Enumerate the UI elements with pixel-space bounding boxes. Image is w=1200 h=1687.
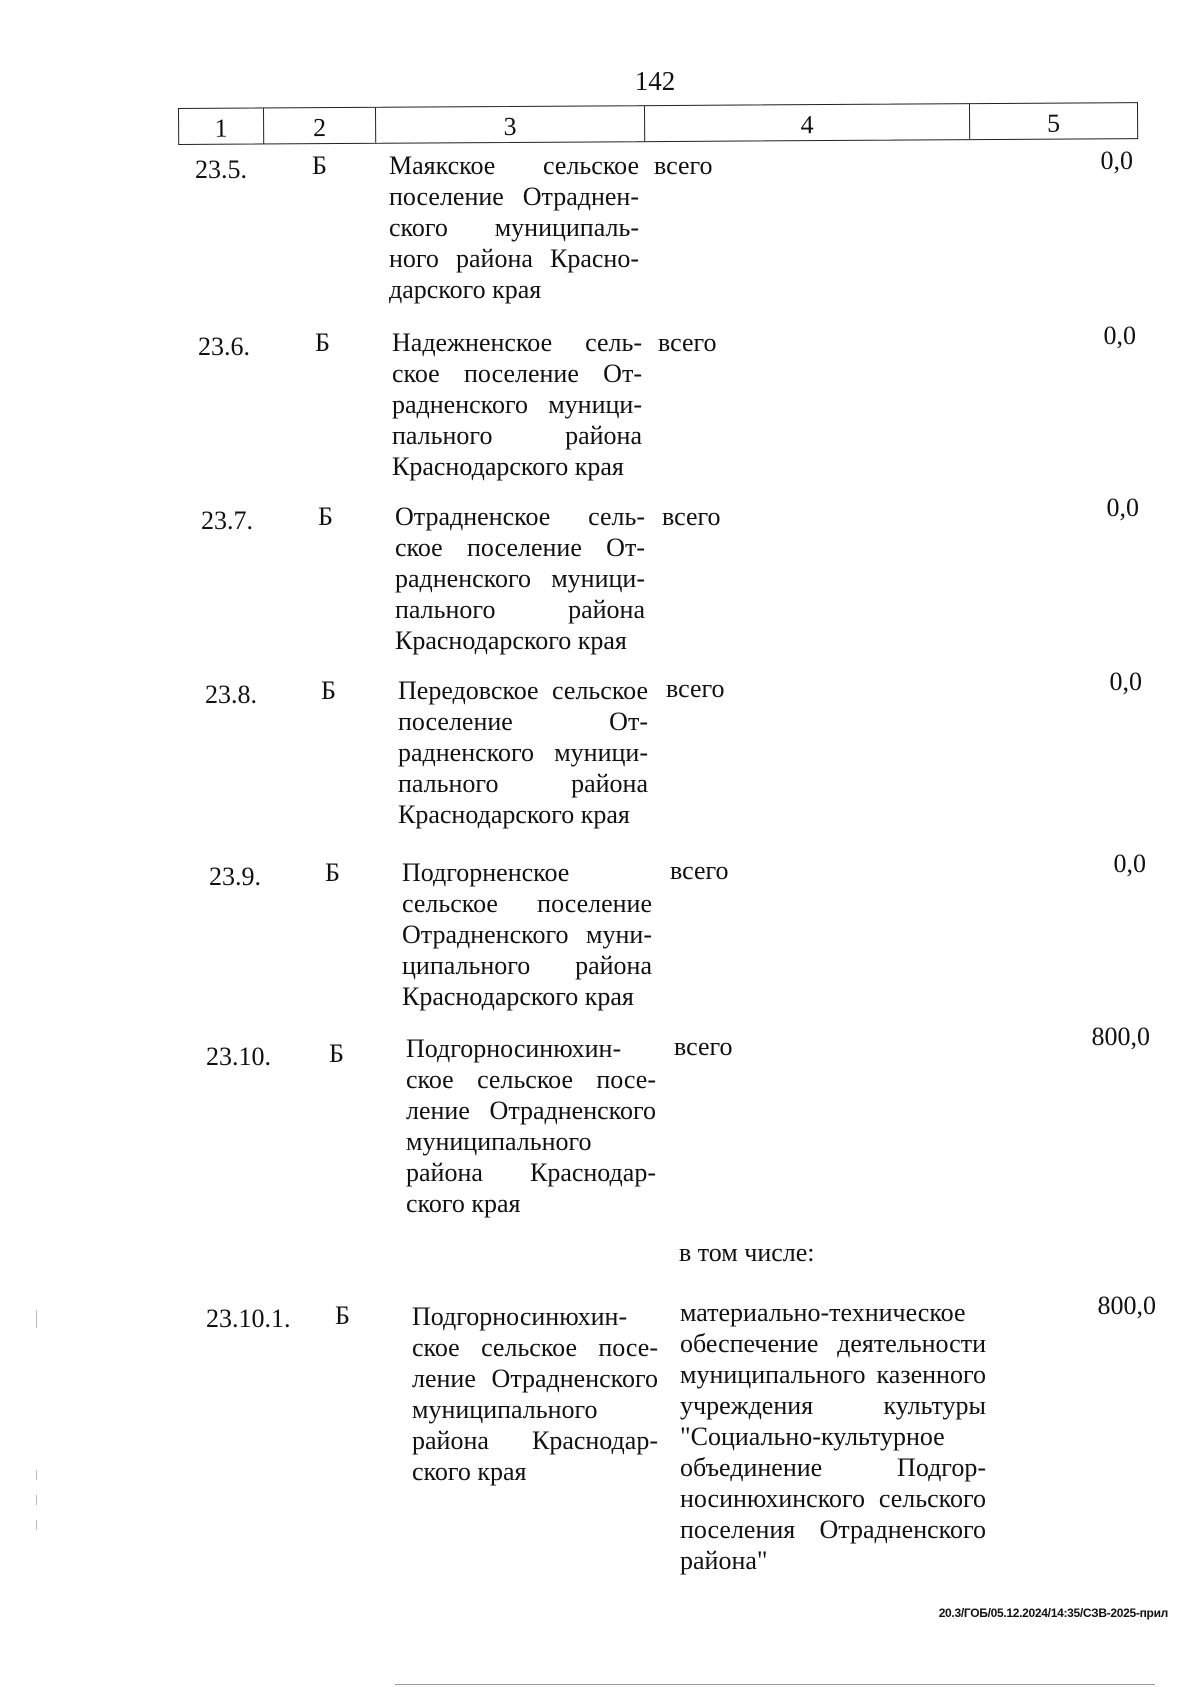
- scan-artifact: [36, 1470, 37, 1480]
- row-name: Подгорненское сельское поселение Отрадненского муниципального района Краснодарского края: [402, 858, 652, 1011]
- row-type: всего: [670, 856, 729, 885]
- table-header: [178, 102, 1138, 145]
- row-name: Надежненское сельское поселение Отрадненского муниципального района Краснодарского края: [392, 328, 642, 481]
- document-footer-code: 20.3/ГОБ/05.12.2024/14:35/СЗВ-2025-прил: [938, 1606, 1168, 1620]
- scan-artifact: [36, 1310, 37, 1328]
- row-number: 23.10.1.: [206, 1304, 291, 1333]
- row-amount: 0,0: [1103, 321, 1136, 350]
- header-col-4: 4: [645, 104, 970, 141]
- row-amount: 0,0: [1106, 493, 1139, 522]
- including-label: в том числе:: [679, 1238, 815, 1267]
- header-col-1: 1: [179, 108, 264, 144]
- row-type: всего: [674, 1032, 733, 1061]
- row-type: всего: [666, 674, 725, 703]
- row-number: 23.7.: [201, 506, 253, 535]
- page-number: 142: [634, 66, 676, 96]
- row-name: Передовское сельское поселение Отрадненского муниципального района Краснодарского края: [398, 676, 648, 829]
- row-type: всего: [654, 151, 713, 180]
- header-col-2: 2: [264, 108, 376, 144]
- row-code: Б: [312, 151, 327, 180]
- row-name: Отрадненское сельское поселение Отрадненского муниципального района Краснодарского края: [395, 502, 645, 655]
- row-code: Б: [318, 502, 333, 531]
- row-code: Б: [321, 676, 336, 705]
- scan-artifact: [36, 1495, 37, 1505]
- row-amount: 800,0: [1091, 1022, 1150, 1051]
- row-amount: 800,0: [1097, 1291, 1156, 1320]
- row-name: Подгорносинюхинское сельское поселение Отрадненского муниципального района Краснодарского края: [406, 1034, 656, 1218]
- row-code: Б: [335, 1301, 350, 1330]
- row-number: 23.10.: [206, 1042, 271, 1071]
- row-type: всего: [662, 502, 721, 531]
- row-type: всего: [658, 328, 717, 357]
- row-amount: 0,0: [1113, 849, 1146, 878]
- row-description: материально-техническое обеспечение деятельности муниципального казенного учреждения культуры "Социально-культурное объединение Подгорносинюхинского сельского поселения Отрадненского района": [680, 1298, 986, 1575]
- row-name: Маякское сельское поселение Отрадненского муниципального района Краснодарского края: [389, 151, 639, 304]
- row-code: Б: [329, 1039, 344, 1068]
- row-amount: 0,0: [1109, 667, 1142, 696]
- scan-artifact: [36, 1520, 37, 1530]
- row-name: Подгорносинюхинское сельское поселение Отрадненского муниципального района Краснодарского края: [412, 1302, 658, 1486]
- row-number: 23.8.: [205, 680, 257, 709]
- row-code: Б: [325, 858, 340, 887]
- row-number: 23.6.: [198, 332, 250, 361]
- header-col-5: 5: [1047, 108, 1061, 138]
- row-amount: 0,0: [1100, 146, 1133, 175]
- row-code: Б: [315, 328, 330, 357]
- scan-edge-line: [395, 1684, 1155, 1685]
- row-number: 23.9.: [209, 862, 261, 891]
- row-number: 23.5.: [195, 155, 247, 184]
- header-col-3: 3: [376, 106, 645, 143]
